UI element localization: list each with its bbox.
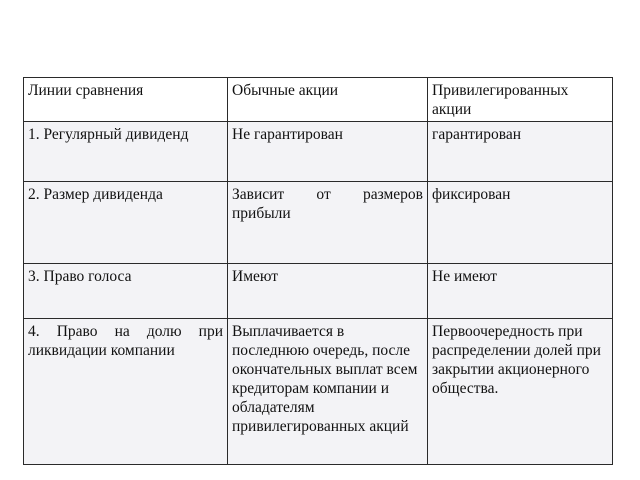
ordinary-cell: Имеют bbox=[228, 264, 428, 319]
preferred-cell: Не имеют bbox=[428, 264, 613, 319]
criterion-cell: 2. Размер дивиденда bbox=[24, 182, 228, 264]
preferred-cell: гарантирован bbox=[428, 122, 613, 182]
header-cell-criteria: Линии сравнения bbox=[24, 78, 228, 122]
criterion-cell: 1. Регулярный дивиденд bbox=[24, 122, 228, 182]
ordinary-cell: Выплачивается в последнюю очередь, после окончательных выплат всем кредиторам компании и обладателям привилегированных акций bbox=[228, 319, 428, 465]
preferred-cell: фиксирован bbox=[428, 182, 613, 264]
criterion-cell: 4. Право на долю при ликвидации компании bbox=[24, 319, 228, 465]
table-row bbox=[24, 122, 613, 182]
table-header-row bbox=[24, 78, 613, 122]
criterion-cell: 3. Право голоса bbox=[24, 264, 228, 319]
comparison-table bbox=[23, 77, 613, 465]
header-cell-preferred-shares: Привилегированных акции bbox=[428, 78, 613, 122]
table-row bbox=[24, 182, 613, 264]
ordinary-cell: Не гарантирован bbox=[228, 122, 428, 182]
ordinary-cell: Зависит от размеров прибыли bbox=[228, 182, 428, 264]
table-row bbox=[24, 264, 613, 319]
header-cell-ordinary-shares: Обычные акции bbox=[228, 78, 428, 122]
preferred-cell: Первоочередность при распределении долей при закрытии акционерного общества. bbox=[428, 319, 613, 465]
table-row bbox=[24, 319, 613, 465]
